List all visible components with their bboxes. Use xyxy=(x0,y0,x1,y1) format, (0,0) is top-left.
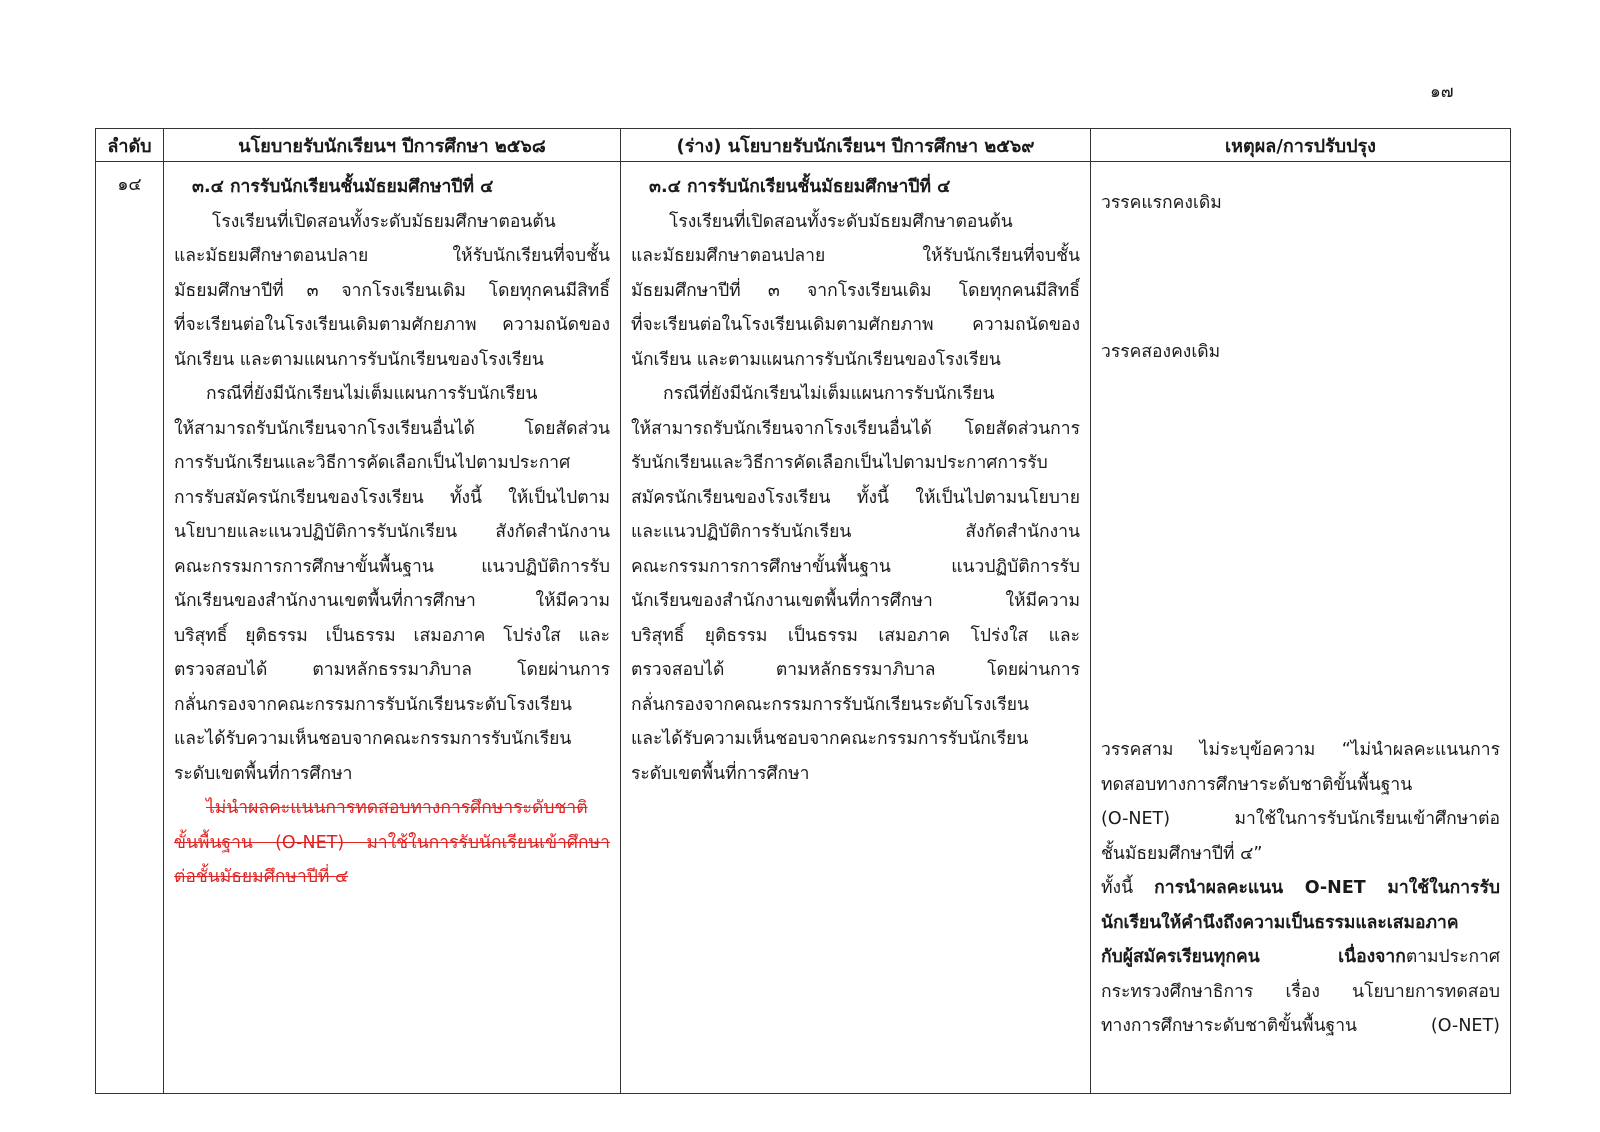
row-seq: ๑๔ xyxy=(96,162,164,1094)
text-line: ให้สามารถรับนักเรียนจากโรงเรียนอื่นได้ โดยสัดส่วน xyxy=(174,418,610,439)
text-line: มัธยมศึกษาปีที่ ๓ จากโรงเรียนเดิม โดยทุกคนมีสิทธิ์ xyxy=(174,280,610,301)
section-heading: ๓.๔ การรับนักเรียนชั้นมัธยมศึกษาปีที่ ๔ xyxy=(192,177,494,197)
text-line: คณะกรรมการการศึกษาขั้นพื้นฐาน แนวปฏิบัติการรับ xyxy=(174,556,610,577)
struck-text-line: ขั้นพื้นฐาน (O-NET) มาใช้ในการรับนักเรียนเข้าศึกษา xyxy=(174,832,610,853)
text-line: ตรวจสอบได้ ตามหลักธรรมาภิบาล โดยผ่านการ xyxy=(174,660,610,680)
table-header-row xyxy=(96,129,1511,162)
bold-text: กับผู้สมัครเรียนทุกคน เนื่องจาก xyxy=(1101,947,1406,967)
text-line: และมัธยมศึกษาตอนปลาย ให้รับนักเรียนที่จบชั้น xyxy=(174,246,610,266)
text-line: ทดสอบทางการศึกษาระดับชาติขั้นพื้นฐาน xyxy=(1101,774,1413,795)
text-line: นักเรียนของสำนักงานเขตพื้นที่การศึกษา ให้มีความ xyxy=(174,591,610,611)
text-line: กระทรวงศึกษาธิการ เรื่อง นโยบายการทดสอบ xyxy=(1101,981,1500,1002)
text-line: นักเรียน และตามแผนการรับนักเรียนของโรงเรียน xyxy=(174,349,544,370)
reason-note-1: วรรคแรกคงเดิม xyxy=(1101,193,1222,213)
text-line: สมัครนักเรียนของโรงเรียน ทั้งนี้ ให้เป็นไปตามนโยบาย xyxy=(631,487,1080,508)
text-line: กลั่นกรองจากคณะกรรมการรับนักเรียนระดับโรงเรียน xyxy=(174,694,572,715)
text-line: วรรคสาม ไม่ระบุข้อความ “ไม่นำผลคะแนนการ xyxy=(1101,740,1500,760)
text-line: และได้รับความเห็นชอบจากคณะกรรมการรับนักเรียน xyxy=(174,729,572,749)
text-line: นโยบายและแนวปฏิบัติการรับนักเรียน สังกัดสำนักงาน xyxy=(174,522,610,542)
struck-paragraph-3 xyxy=(174,791,610,895)
paragraph-1 xyxy=(631,205,1080,378)
header-reason: เหตุผล/การปรับปรุง xyxy=(1091,129,1511,162)
text-line: บริสุทธิ์ ยุติธรรม เป็นธรรม เสมอภาค โปร่งใส และ xyxy=(631,625,1080,646)
text-line: กลั่นกรองจากคณะกรรมการรับนักเรียนระดับโรงเรียน xyxy=(631,694,1029,715)
text-line: การรับนักเรียนและวิธีการคัดเลือกเป็นไปตามประกาศ xyxy=(174,453,571,473)
text-line: การรับสมัครนักเรียนของโรงเรียน ทั้งนี้ ให้เป็นไปตาม xyxy=(174,487,610,508)
bold-text-line: นักเรียนให้คำนึงถึงความเป็นธรรมและเสมอภาค xyxy=(1101,912,1459,933)
struck-text-line: ต่อชั้นมัธยมศึกษาปีที่ ๔ xyxy=(174,867,349,887)
text-line: บริสุทธิ์ ยุติธรรม เป็นธรรม เสมอภาค โปร่งใส และ xyxy=(174,625,610,646)
text-line: ระดับเขตพื้นที่การศึกษา xyxy=(631,763,810,784)
policy-comparison-table xyxy=(95,128,1511,1094)
text-line: (O-NET) มาใช้ในการรับนักเรียนเข้าศึกษาต่อ xyxy=(1101,809,1500,829)
header-policy-2569: (ร่าง) นโยบายรับนักเรียนฯ ปีการศึกษา ๒๕๖๙ xyxy=(621,129,1091,162)
text-line: และมัธยมศึกษาตอนปลาย ให้รับนักเรียนที่จบชั้น xyxy=(631,246,1080,266)
text-line: ตรวจสอบได้ ตามหลักธรรมาภิบาล โดยผ่านการ xyxy=(631,660,1080,680)
reason-note-4 xyxy=(1101,871,1500,1044)
text-line xyxy=(1101,871,1500,906)
text-line: ให้สามารถรับนักเรียนจากโรงเรียนอื่นได้ โดยสัดส่วนการ xyxy=(631,418,1080,439)
paragraph-2 xyxy=(631,377,1080,791)
regular-text: ตามประกาศ xyxy=(1405,947,1500,967)
text-line: ทางการศึกษาระดับชาติขั้นพื้นฐาน (O-NET) xyxy=(1101,1016,1500,1036)
reason-note-3 xyxy=(1101,733,1500,871)
paragraph-1 xyxy=(174,205,610,378)
text-line: ที่จะเรียนต่อในโรงเรียนเดิมตามศักยภาพ ความถนัดของ xyxy=(174,315,610,335)
text-line: ที่จะเรียนต่อในโรงเรียนเดิมตามศักยภาพ ความถนัดของ xyxy=(631,315,1080,335)
header-seq: ลำดับ xyxy=(96,129,164,162)
paragraph-2 xyxy=(174,377,610,791)
text-line: นักเรียน และตามแผนการรับนักเรียนของโรงเรียน xyxy=(631,349,1001,370)
bold-text: การนำผลคะแนน O-NET มาใช้ในการรับ xyxy=(1154,878,1500,898)
cell-policy-2568 xyxy=(164,162,621,1094)
text-line: กรณีที่ยังมีนักเรียนไม่เต็มแผนการรับนักเรียน xyxy=(663,384,995,404)
cell-policy-2569 xyxy=(621,162,1091,1094)
text-line: มัธยมศึกษาปีที่ ๓ จากโรงเรียนเดิม โดยทุกคนมีสิทธิ์ xyxy=(631,280,1080,301)
text-line: คณะกรรมการการศึกษาขั้นพื้นฐาน แนวปฏิบัติการรับ xyxy=(631,556,1080,577)
text-line: โรงเรียนที่เปิดสอนทั้งระดับมัธยมศึกษาตอนต้น xyxy=(669,211,1013,232)
text-line: และแนวปฏิบัติการรับนักเรียน สังกัดสำนักงาน xyxy=(631,522,1080,542)
text-line: กรณีที่ยังมีนักเรียนไม่เต็มแผนการรับนักเรียน xyxy=(206,384,538,404)
reason-note-2: วรรคสองคงเดิม xyxy=(1101,341,1221,362)
table-row xyxy=(96,162,1511,1094)
text-line: รับนักเรียนและวิธีการคัดเลือกเป็นไปตามประกาศการรับ xyxy=(631,453,1048,473)
page-number: ๑๗ xyxy=(1430,82,1454,102)
text-line: โรงเรียนที่เปิดสอนทั้งระดับมัธยมศึกษาตอนต้น xyxy=(212,211,556,232)
text-line xyxy=(1101,940,1500,975)
text-line: และได้รับความเห็นชอบจากคณะกรรมการรับนักเรียน xyxy=(631,729,1029,749)
header-policy-2568: นโยบายรับนักเรียนฯ ปีการศึกษา ๒๕๖๘ xyxy=(164,129,621,162)
cell-reason xyxy=(1091,162,1511,1094)
text-line: ระดับเขตพื้นที่การศึกษา xyxy=(174,763,353,784)
section-heading: ๓.๔ การรับนักเรียนชั้นมัธยมศึกษาปีที่ ๔ xyxy=(649,177,951,197)
struck-text-line: ไม่นำผลคะแนนการทดสอบทางการศึกษาระดับชาติ xyxy=(206,798,588,818)
text-line: นักเรียนของสำนักงานเขตพื้นที่การศึกษา ให้มีความ xyxy=(631,591,1080,611)
note-prefix: ทั้งนี้ xyxy=(1101,878,1155,898)
text-line: ชั้นมัธยมศึกษาปีที่ ๔” xyxy=(1101,843,1263,864)
